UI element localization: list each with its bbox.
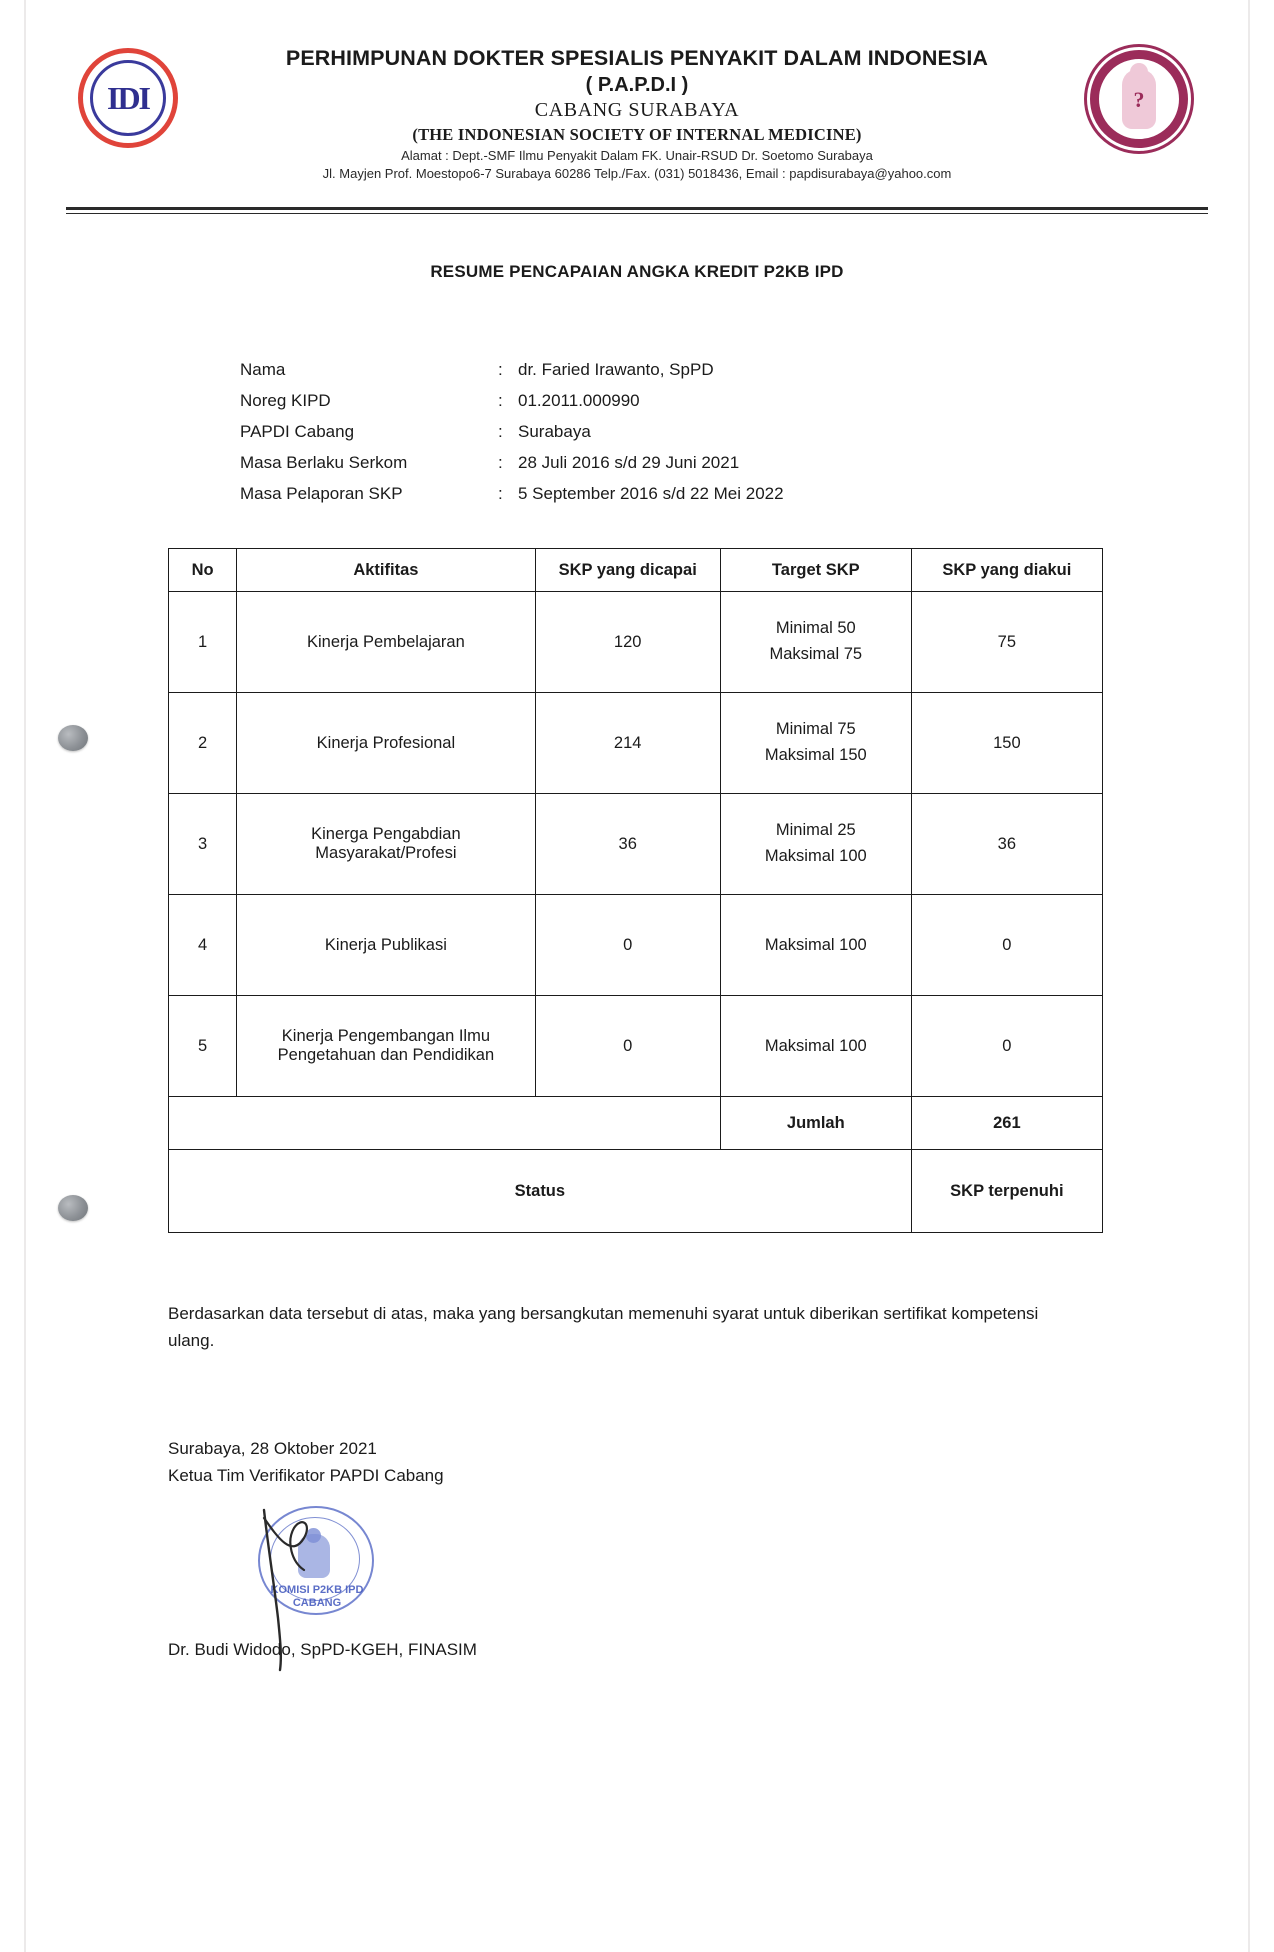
column-header-skp-dicapai: SKP yang dicapai — [535, 549, 720, 592]
target-max: Maksimal 75 — [769, 645, 863, 663]
metadata-label: Masa Berlaku Serkom — [240, 453, 408, 472]
table-status-row — [169, 1150, 1103, 1233]
metadata-label: Noreg KIPD — [240, 391, 331, 410]
cell-diakui: 0 — [911, 895, 1102, 996]
metadata-row — [240, 422, 784, 442]
metadata-colon: : — [498, 422, 503, 441]
organization-name: PERHIMPUNAN DOKTER SPESIALIS PENYAKIT DALAM INDONESIA — [285, 46, 989, 70]
cell-dicapai: 36 — [535, 794, 720, 895]
metadata-row — [240, 453, 784, 473]
idi-logo-icon — [78, 48, 178, 148]
cell-no: 2 — [169, 693, 237, 794]
column-header-skp-diakui: SKP yang diakui — [911, 549, 1102, 592]
cell-dicapai: 214 — [535, 693, 720, 794]
scan-edge-right — [1248, 0, 1250, 1952]
metadata-block — [240, 360, 784, 515]
stamp-line-2: CABANG — [292, 1596, 342, 1609]
closing-paragraph: Berdasarkan data tersebut di atas, maka yang bersangkutan memenuhi syarat untuk diberikan sertifikat kompetensi ulang. — [168, 1304, 1039, 1351]
metadata-value: Surabaya — [518, 422, 591, 441]
cell-target — [720, 592, 911, 693]
table-row — [169, 996, 1103, 1097]
punch-hole-top — [58, 725, 88, 751]
total-spacer-cell — [169, 1097, 721, 1150]
stamp-line-1: KOMISI P2KB IPD — [270, 1584, 364, 1596]
metadata-colon: : — [498, 391, 503, 410]
cell-aktifitas: Kinerja Publikasi — [237, 895, 535, 996]
metadata-value: 28 Juli 2016 s/d 29 Juni 2021 — [518, 453, 740, 472]
target-max: Maksimal 100 — [764, 847, 867, 865]
table-row — [169, 794, 1103, 895]
official-stamp-icon — [250, 1502, 385, 1617]
cell-aktifitas: Kinerja Pengembangan Ilmu Pengetahuan dan Pendidikan — [237, 996, 535, 1097]
table-total-row — [169, 1097, 1103, 1150]
papdi-logo-mark: ? — [1133, 87, 1145, 112]
metadata-value: dr. Faried Irawanto, SpPD — [518, 360, 714, 379]
organization-address-line-2: Jl. Mayjen Prof. Moestopo6-7 Surabaya 60286 Telp./Fax. (031) 5018436, Email : papdisurabaya@yahoo.com — [322, 166, 952, 181]
organization-branch: CABANG SURABAYA — [534, 99, 740, 121]
metadata-row — [240, 360, 784, 380]
organization-english-name: (THE INDONESIAN SOCIETY OF INTERNAL MEDICINE) — [412, 125, 862, 144]
organization-address-line-1: Alamat : Dept.-SMF Ilmu Penyakit Dalam FK. Unair-RSUD Dr. Soetomo Surabaya — [401, 148, 873, 163]
papdi-logo-icon — [1084, 44, 1194, 154]
cell-diakui: 0 — [911, 996, 1102, 1097]
cell-no: 4 — [169, 895, 237, 996]
place-and-date: Surabaya, 28 Oktober 2021 — [168, 1439, 377, 1458]
column-header-no: No — [169, 549, 237, 592]
metadata-colon: : — [498, 453, 503, 472]
organization-abbreviation: ( P.A.P.D.I ) — [585, 74, 689, 96]
cell-no: 3 — [169, 794, 237, 895]
table-row — [169, 592, 1103, 693]
idi-logo-text: IDI — [106, 79, 149, 116]
target-min: Minimal 50 — [775, 619, 856, 638]
skp-table — [168, 548, 1103, 1233]
column-header-aktifitas: Aktifitas — [237, 549, 535, 592]
metadata-row — [240, 391, 784, 411]
cell-no: 5 — [169, 996, 237, 1097]
cell-target — [720, 794, 911, 895]
cell-target: Maksimal 100 — [720, 996, 911, 1097]
signer-name: Dr. Budi Widodo, SpPD-KGEH, FINASIM — [168, 1640, 477, 1659]
letterhead — [66, 40, 1208, 185]
metadata-label: PAPDI Cabang — [240, 422, 355, 441]
signer-role: Ketua Tim Verifikator PAPDI Cabang — [168, 1466, 444, 1486]
metadata-value: 01.2011.000990 — [518, 391, 640, 410]
punch-hole-bottom — [58, 1195, 88, 1221]
table-header — [169, 549, 1103, 592]
cell-dicapai: 0 — [535, 895, 720, 996]
header-divider — [66, 207, 1208, 214]
cell-aktifitas: Kinerja Pembelajaran — [237, 592, 535, 693]
column-header-target-skp: Target SKP — [720, 549, 911, 592]
table-body — [169, 592, 1103, 1233]
cell-aktifitas: Kinerga Pengabdian Masyarakat/Profesi — [237, 794, 535, 895]
cell-dicapai: 120 — [535, 592, 720, 693]
cell-target: Maksimal 100 — [720, 895, 911, 996]
cell-no: 1 — [169, 592, 237, 693]
cell-diakui: 36 — [911, 794, 1102, 895]
table-row — [169, 895, 1103, 996]
metadata-value: 5 September 2016 s/d 22 Mei 2022 — [518, 484, 784, 503]
status-badge: SKP terpenuhi — [911, 1150, 1102, 1233]
cell-diakui: 75 — [911, 592, 1102, 693]
total-value: 261 — [911, 1097, 1102, 1150]
table-header-row — [169, 549, 1103, 592]
cell-aktifitas: Kinerja Profesional — [237, 693, 535, 794]
metadata-colon: : — [498, 360, 503, 379]
metadata-label: Nama — [240, 360, 286, 379]
metadata-colon: : — [498, 484, 503, 503]
status-label: Status — [169, 1150, 912, 1233]
scan-edge-left — [24, 0, 26, 1952]
cell-diakui: 150 — [911, 693, 1102, 794]
page-title: RESUME PENCAPAIAN ANGKA KREDIT P2KB IPD — [430, 262, 844, 281]
signature-block — [168, 1435, 444, 1489]
target-max: Maksimal 150 — [764, 746, 867, 764]
target-min: Minimal 75 — [775, 720, 856, 739]
skp-table-wrapper — [168, 548, 1103, 1233]
metadata-row — [240, 484, 784, 504]
table-row — [169, 693, 1103, 794]
target-min: Minimal 25 — [775, 821, 856, 840]
cell-target — [720, 693, 911, 794]
cell-dicapai: 0 — [535, 996, 720, 1097]
metadata-label: Masa Pelaporan SKP — [240, 484, 403, 503]
total-label: Jumlah — [720, 1097, 911, 1150]
